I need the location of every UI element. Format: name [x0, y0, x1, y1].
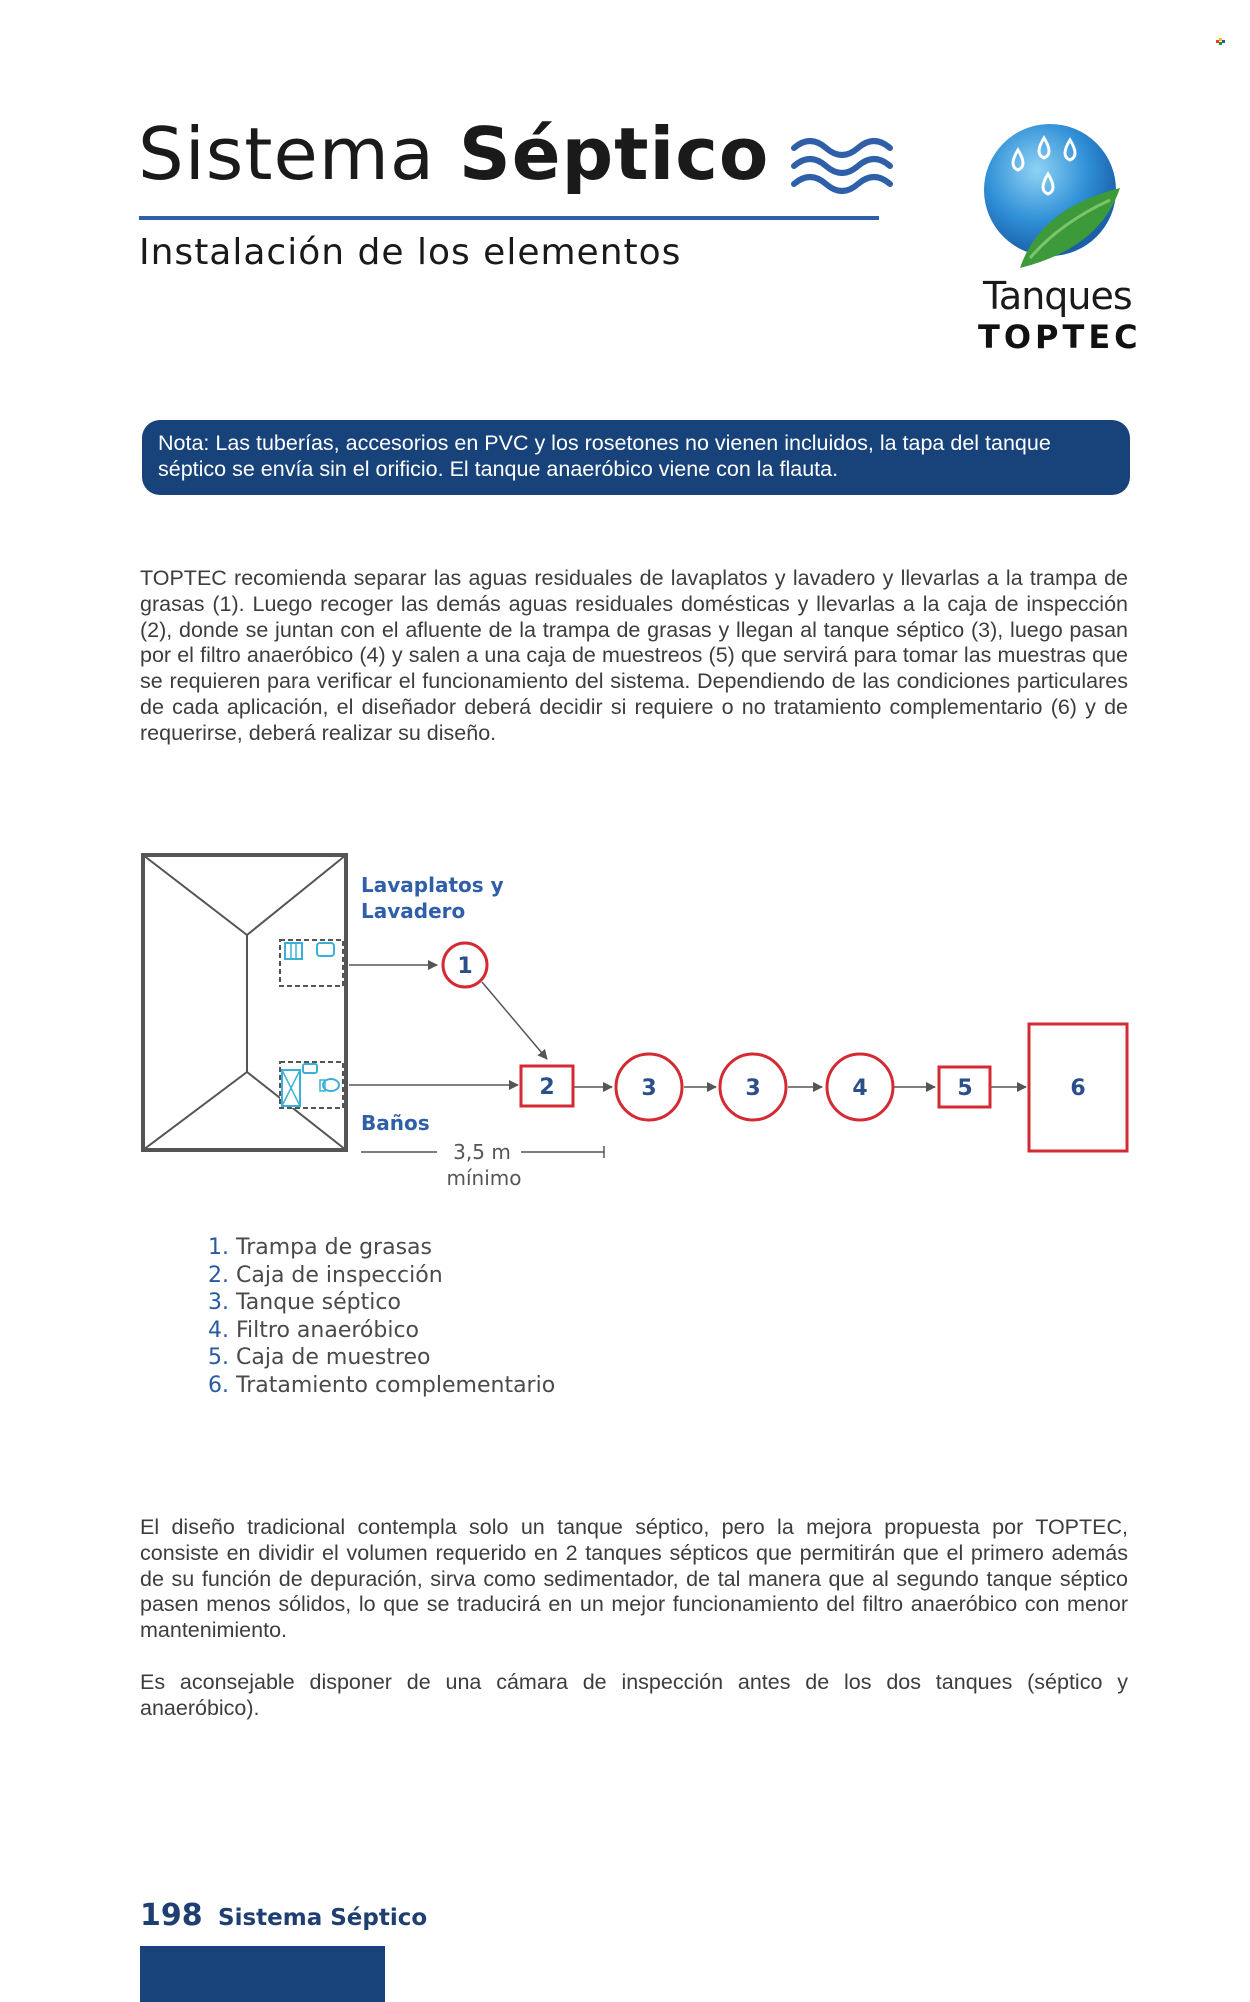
logo-word-tanques: Tanques — [983, 274, 1132, 318]
node-anaerobic-filter — [827, 1054, 893, 1120]
node-inspection-box — [521, 1066, 573, 1106]
node-septic-tank-2 — [720, 1054, 786, 1120]
title-bold: Séptico — [458, 112, 770, 196]
title-rule — [139, 216, 879, 220]
advice-paragraph: Es aconsejable disponer de una cámara de inspección antes de los dos tanques (séptico y anaeróbico). — [140, 1670, 1128, 1720]
node-label: 1 — [457, 954, 473, 979]
list-item: 2. Caja de inspección — [208, 1262, 443, 1288]
node-label: 3 — [745, 1076, 761, 1101]
list-item: 4. Filtro anaeróbico — [208, 1317, 420, 1343]
node-label: 3 — [641, 1076, 657, 1101]
footer-section-label: Sistema Séptico — [218, 1905, 428, 1931]
page-number: 198 — [140, 1898, 203, 1933]
legend-list — [208, 1234, 555, 1400]
toptec-logo-icon — [980, 118, 1130, 278]
note-box — [142, 420, 1130, 495]
page-subtitle: Instalación de los elementos — [139, 232, 682, 273]
node-grease-trap — [443, 943, 487, 987]
title-light: Sistema — [138, 112, 436, 196]
list-item: 3. Tanque séptico — [208, 1290, 401, 1316]
logo-word-toptec: TOPTEC — [978, 318, 1142, 356]
design-paragraph: El diseño tradicional contempla solo un tanque séptico, pero la mejora propuesta por TOPTEC, consiste en dividir el volumen requerido en 2 tanques sépticos que permitirán que el primero además de su función de depuración, sirva como sedimentador, de tal manera que al segundo tanque séptico pasen menos sólidos, lo que se traducirá en un mejor funcionamiento del filtro anaeróbico con menor mantenimiento. — [140, 1515, 1128, 1643]
sink-icon — [280, 940, 343, 986]
printer-marks-icon — [1216, 38, 1226, 48]
label-baths: Baños — [361, 1111, 430, 1135]
distance-note: mínimo — [446, 1166, 522, 1190]
node-label: 5 — [957, 1076, 973, 1101]
node-septic-tank-1 — [616, 1054, 682, 1120]
list-item: 1. Trampa de grasas — [208, 1235, 432, 1260]
waves-icon — [790, 130, 900, 200]
flow-arrow — [482, 982, 547, 1059]
distance-value: 3,5 m — [453, 1140, 511, 1164]
node-label: 4 — [852, 1076, 868, 1101]
label-kitchen-line2: Lavadero — [361, 899, 466, 923]
bathroom-fixtures-icon — [280, 1062, 343, 1108]
page-title — [138, 112, 769, 196]
node-complementary-treatment — [1029, 1024, 1127, 1151]
note-text: Nota: Las tuberías, accesorios en PVC y los rosetones no vienen incluidos, la tapa del tanque séptico se envía sin el orificio. El tanque anaeróbico viene con la flauta. — [158, 431, 1051, 481]
installation-diagram — [0, 840, 1250, 1210]
intro-paragraph: TOPTEC recomienda separar las aguas residuales de lavaplatos y lavadero y llevarlas a la trampa de grasas (1). Luego recoger las demás aguas residuales domésticas y llevarlas a la caja de inspección (2), donde se juntan con el afluente de la trampa de grasas y llegan al tanque séptico (3), luego pasan por el filtro anaeróbico (4) y salen a una caja de muestreos (5) que servirá para tomar las muestras que se requieren para verificar el funcionamiento del sistema. Dependiendo de las condiciones particulares de cada aplicación, el diseñador deberá decidir si requiere o no tratamiento complementario (6) y de requerirse, deberá realizar su diseño. — [140, 566, 1128, 745]
list-item: 5. Caja de muestreo — [208, 1345, 431, 1371]
node-label: 2 — [539, 1075, 555, 1100]
label-kitchen-line1: Lavaplatos y — [361, 873, 504, 897]
node-label: 6 — [1070, 1076, 1086, 1101]
list-item: 6. Tratamiento complementario — [208, 1372, 556, 1398]
node-sampling-box — [939, 1067, 990, 1107]
footer-bar — [140, 1946, 385, 2002]
